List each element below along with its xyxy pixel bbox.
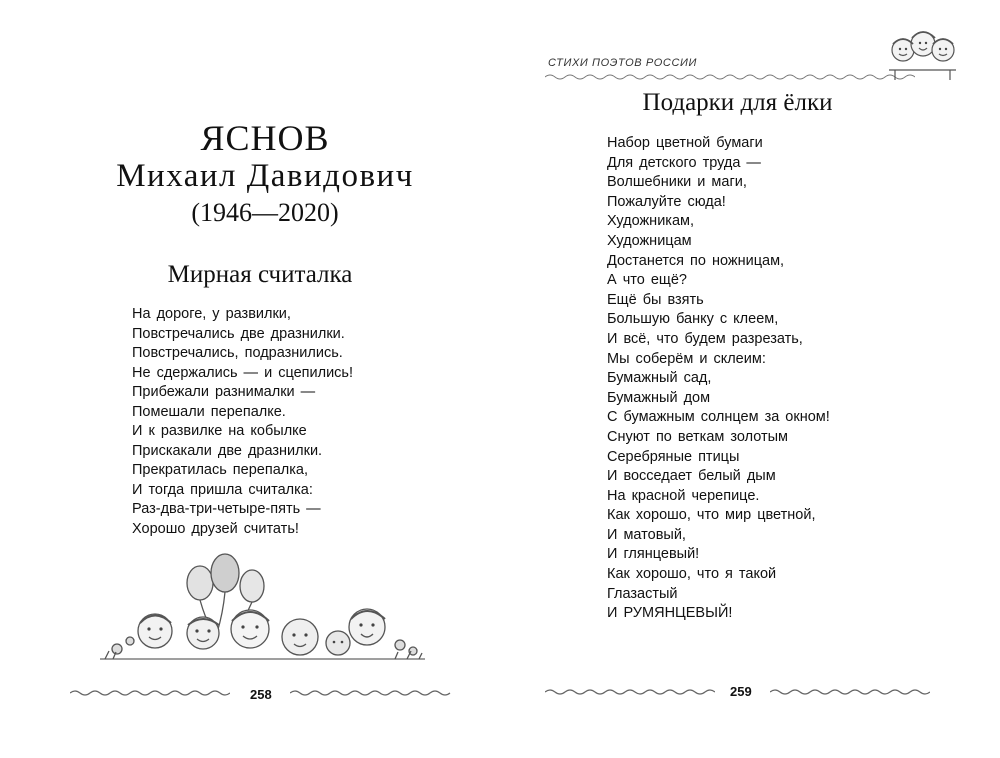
poem-line: Набор цветной бумаги xyxy=(607,135,763,151)
running-head: СТИХИ ПОЭТОВ РОССИИ xyxy=(548,57,697,69)
poem-line: И матовый, xyxy=(607,526,686,543)
right-page xyxy=(500,0,1000,758)
poem-line: Мы соберём и склеим: xyxy=(607,350,766,367)
poem-line: С бумажным солнцем за окном! xyxy=(607,409,830,426)
poem-line: Большую банку с клеем, xyxy=(607,311,779,328)
poem-line: И РУМЯНЦЕВЫЙ! xyxy=(607,605,733,622)
poem-title: Подарки для ёлки xyxy=(642,89,833,116)
poem-line: И всё, что будем разрезать, xyxy=(607,330,803,347)
poem-line: Повстречались две дразнилки. xyxy=(132,325,345,342)
running-head-wave xyxy=(545,72,915,82)
poem-line: Помешали перепалке. xyxy=(132,403,286,420)
poem-line: А что ещё? xyxy=(607,272,687,289)
poem-line: Бумажный дом xyxy=(607,389,711,406)
author-life-years: (1946—2020) xyxy=(191,198,339,227)
poem-line: Ещё бы взять xyxy=(607,291,704,308)
poem-line: Художницам xyxy=(607,232,692,249)
footer-wave-right-1 xyxy=(545,687,715,697)
poem-line: И к развилке на кобылке xyxy=(132,423,307,439)
poem-line: Прекратилась перепалка, xyxy=(132,462,308,478)
poem-line: Художникам, xyxy=(607,213,695,230)
poem-line: Прибежали разнималки — xyxy=(132,384,316,400)
poem-line: Как хорошо, что я такой xyxy=(607,566,777,583)
poem-text xyxy=(607,134,830,624)
poem-line: Волшебники и маги, xyxy=(607,174,747,191)
poem-line: Глазастый xyxy=(607,585,678,602)
page-number: 259 xyxy=(730,684,752,699)
poem-line: Прискакали две дразнилки. xyxy=(132,442,323,459)
poem-line: Как хорошо, что мир цветной, xyxy=(607,507,816,524)
poem-line: На дороге, у развилки, xyxy=(132,306,291,322)
poem-line: На красной черепице. xyxy=(607,487,760,504)
poem-line: И глянцевый! xyxy=(607,546,700,563)
poem-line: И восседает белый дым xyxy=(607,468,776,485)
poem-line: Хорошо друзей считать! xyxy=(132,520,299,537)
page-number: 258 xyxy=(250,687,272,702)
poem-line: Бумажный сад, xyxy=(607,370,712,387)
poem-line: И тогда пришла считалка: xyxy=(132,481,313,498)
poem-text xyxy=(132,305,353,539)
poem-title: Мирная считалка xyxy=(167,261,353,288)
poem-line: Пожалуйте сюда! xyxy=(607,193,726,210)
author-given-names: Михаил Давидович xyxy=(116,158,414,194)
children-with-balloons-illustration xyxy=(95,553,435,665)
poem-line: Для детского труда — xyxy=(607,154,761,171)
poem-line: Не сдержались — и сцепились! xyxy=(132,364,354,381)
poem-line: Достанется по ножницам, xyxy=(607,252,785,269)
author-surname: ЯСНОВ xyxy=(200,118,330,158)
poem-line: Раз-два-три-четыре-пять — xyxy=(132,501,321,517)
poem-line: Серебряные птицы xyxy=(607,448,740,465)
poem-line: Снуют по веткам золотым xyxy=(607,428,789,445)
footer-wave-left-1 xyxy=(70,688,230,698)
poem-line: Повстречались, подразнились. xyxy=(132,345,343,361)
footer-wave-right-2 xyxy=(770,687,930,697)
footer-wave-left-2 xyxy=(290,688,455,698)
children-faces-illustration xyxy=(885,22,960,82)
